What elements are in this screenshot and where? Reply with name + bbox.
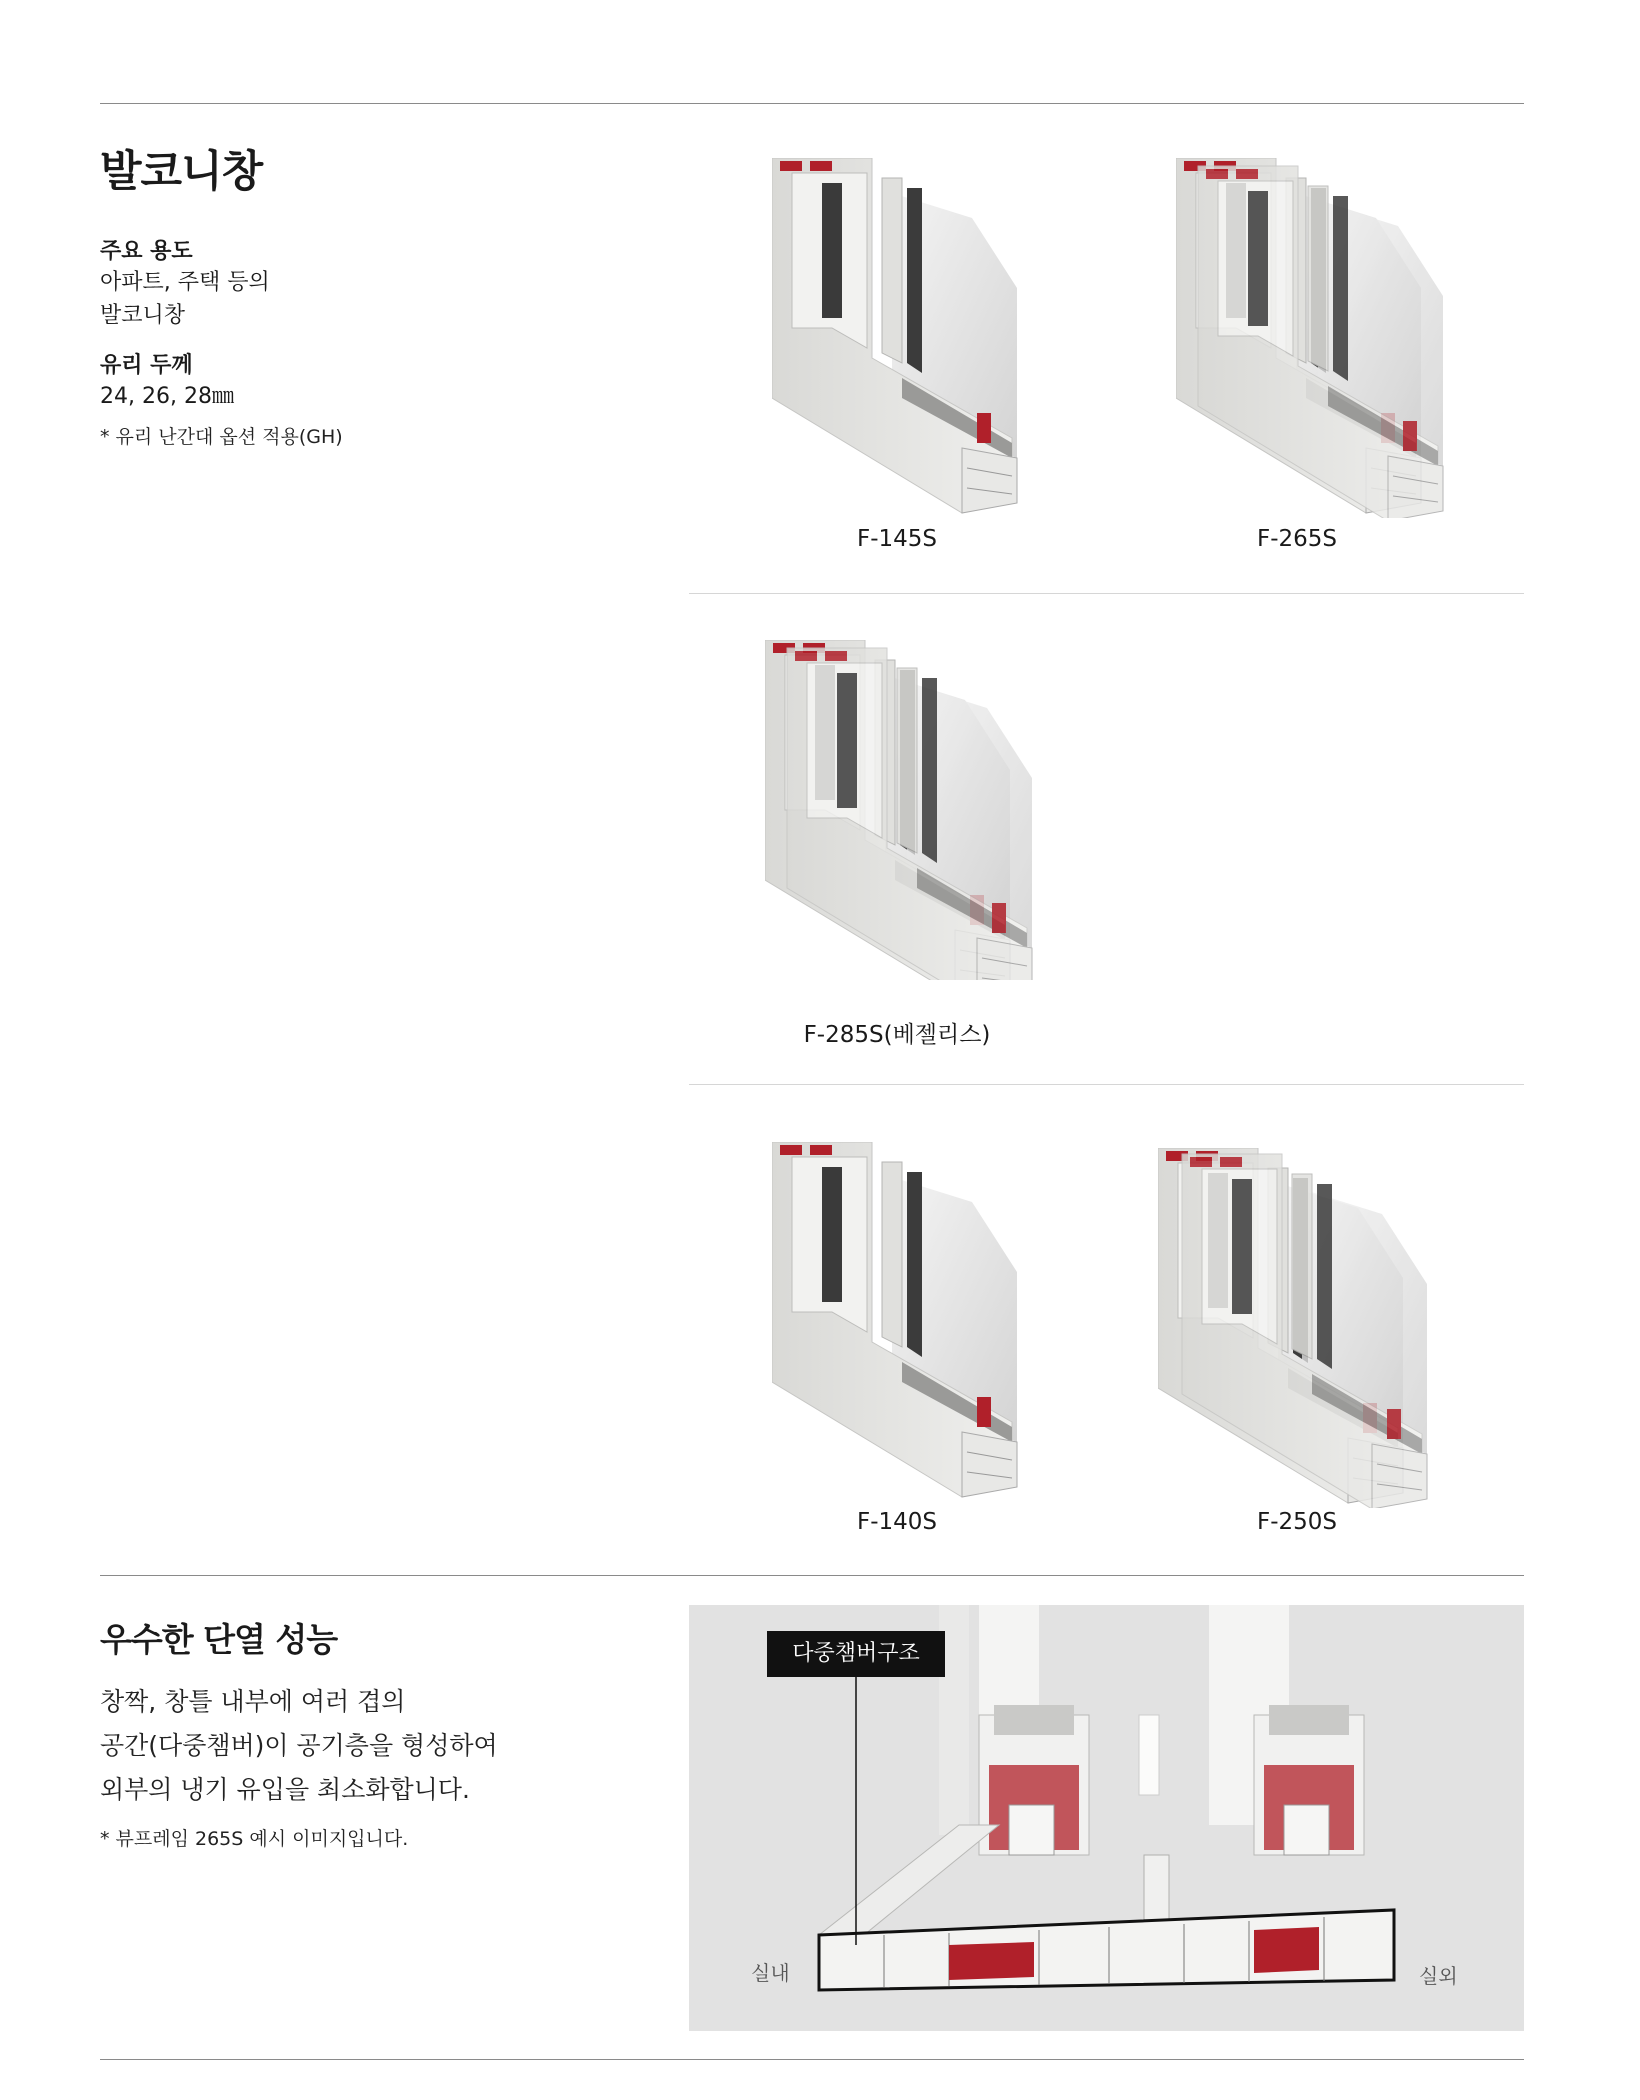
insulation-title: 우수한 단열 성능 [100,1620,338,1659]
section-divider [100,1575,1524,1576]
product-name-f140s: F-140S [856,1509,938,1535]
product-image-f145s [772,158,1022,518]
top-divider [100,103,1524,104]
insulation-line-2: 공간(다중챔버)이 공기층을 형성하여 [100,1731,498,1760]
divider-row-1 [689,593,1524,594]
chamber-diagram [689,1605,1524,2031]
glass-label: 유리 두께 [100,353,193,378]
insulation-note: * 뷰프레임 265S 예시 이미지입니다. [100,1828,409,1850]
usage-label: 주요 용도 [100,239,193,264]
chamber-tag: 다중챔버구조 [767,1631,945,1677]
product-image-f265s [1176,158,1446,518]
insulation-line-3: 외부의 냉기 유입을 최소화합니다. [100,1775,470,1804]
usage-line-1: 아파트, 주택 등의 [100,270,270,295]
product-image-f250s [1158,1148,1438,1508]
insulation-line-1: 창짝, 창틀 내부에 여러 겹의 [100,1687,406,1716]
glass-note: * 유리 난간대 옵션 적용(GH) [100,426,343,448]
bottom-divider [100,2059,1524,2060]
indoor-label: 실내 [751,1961,790,1985]
product-name-f145s: F-145S [856,526,938,552]
outdoor-label: 실외 [1419,1964,1458,1988]
product-image-f285s [765,640,1055,980]
product-name-f285s: F-285S(베젤리스) [803,1022,991,1048]
product-name-f250s: F-250S [1256,1509,1338,1535]
glass-value: 24, 26, 28㎜ [100,384,234,409]
product-name-f265s: F-265S [1256,526,1338,552]
page-title: 발코니창 [100,147,263,197]
usage-line-2: 발코니창 [100,303,186,328]
product-image-f140s [772,1142,1022,1502]
divider-row-2 [689,1084,1524,1085]
